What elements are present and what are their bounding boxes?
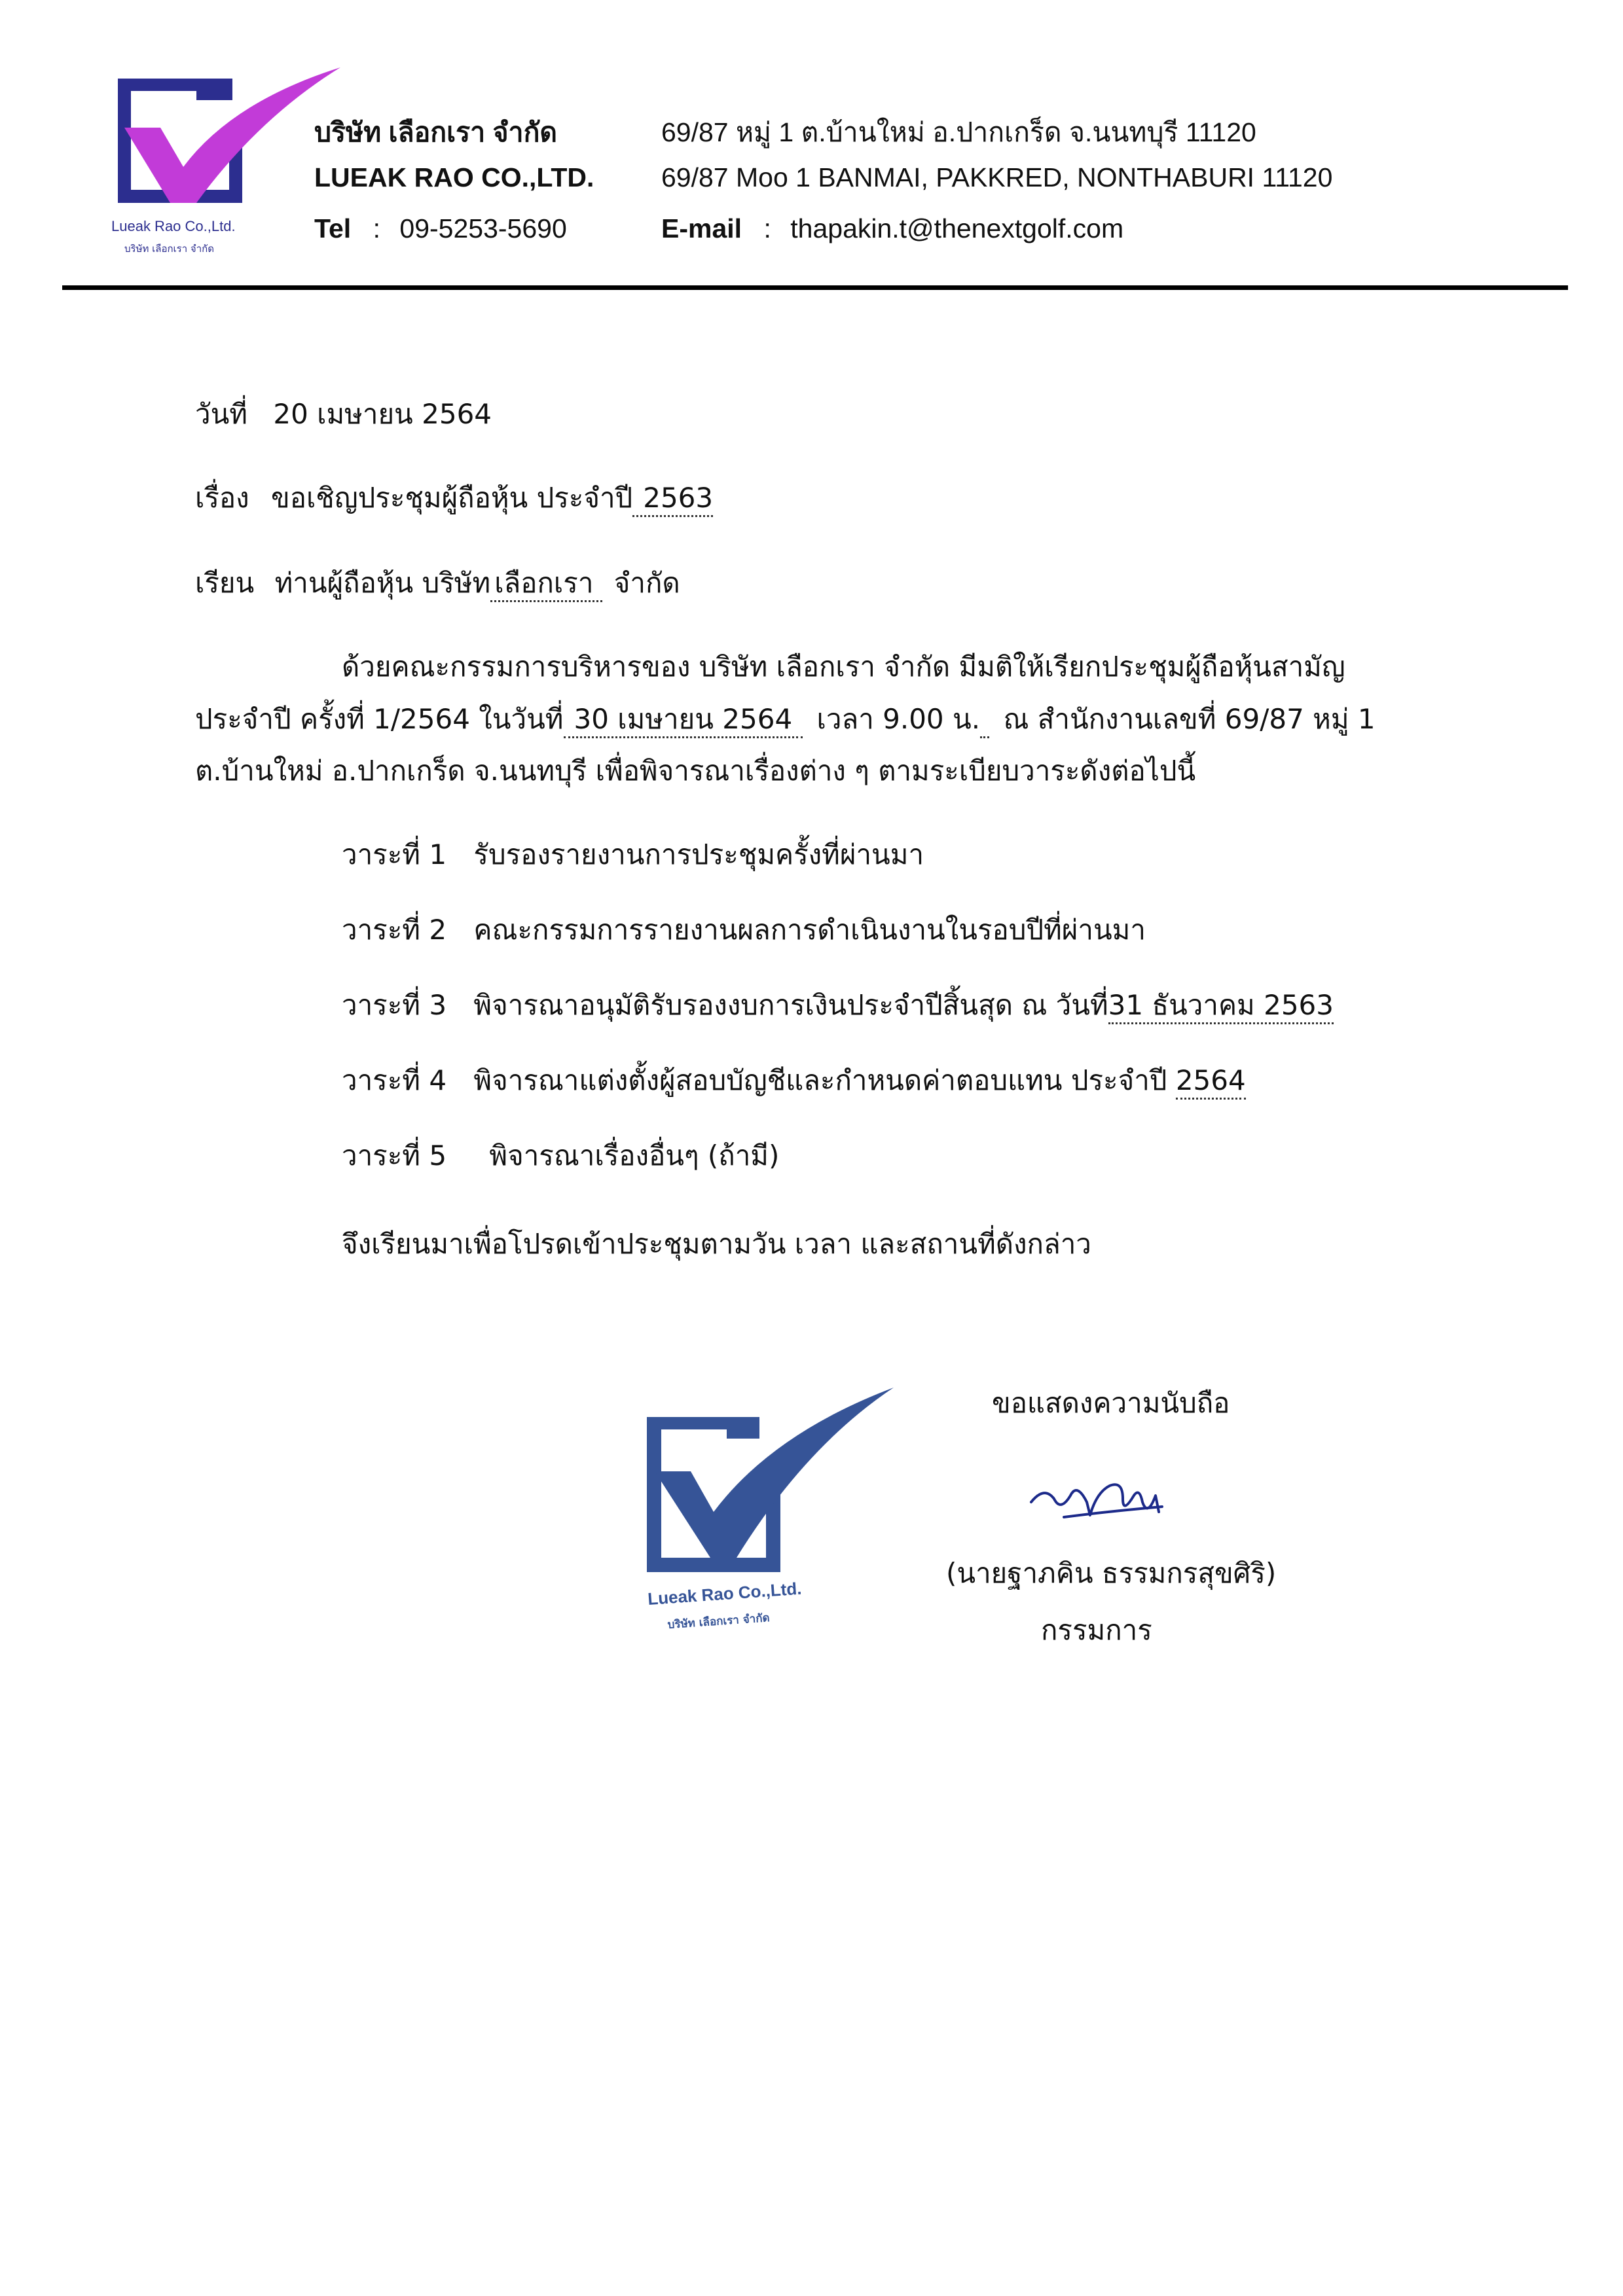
subject-line — [195, 484, 713, 512]
agenda-item — [342, 838, 924, 870]
para-line-1: ด้วยคณะกรรมการบริหารของ บริษัท เลือกเรา จำกัด มีมติให้เรียกประชุมผู้ถือหุ้นสามัญ — [342, 651, 1345, 683]
email-label: E-mail — [661, 213, 742, 243]
closing-request: จึงเรียนมาเพื่อโปรดเข้าประชุมตามวัน เวลา และสถานที่ดังกล่าว — [342, 1228, 1091, 1260]
para-line-3: ต.บ้านใหม่ อ.ปากเกร็ด จ.นนทบุรี เพื่อพิจารณาเรื่องต่าง ๆ ตามระเบียบวาระดังต่อไปนี้ — [195, 755, 1196, 787]
agenda-no: วาระที่ 1 — [342, 838, 447, 870]
email-line — [661, 213, 1123, 244]
date-label: วันที่ — [195, 398, 247, 430]
agenda-item — [342, 989, 1334, 1021]
to-value-a: ท่านผู้ถือหุ้น บริษัท — [274, 567, 491, 599]
stamp-text-th: บริษัท เลือกเรา จำกัด — [666, 1611, 771, 1632]
agenda-tail: 31 ธันวาคม 2563 — [1108, 989, 1334, 1024]
agenda-no: วาระที่ 3 — [342, 989, 447, 1021]
company-stamp — [629, 1361, 903, 1649]
para-line-2d: ณ สำนักงานเลขที่ 69/87 หมู่ 1 — [1003, 703, 1376, 735]
para-line-2 — [195, 703, 1376, 735]
agenda-no: วาระที่ 2 — [342, 914, 447, 946]
email-value[interactable]: thapakin.t@thenextgolf.com — [790, 213, 1124, 243]
company-name-th: บริษัท เลือกเรา จำกัด — [314, 117, 558, 147]
logo-text-th: บริษัท เลือกเรา จำกัด — [124, 243, 214, 255]
agenda-no: วาระที่ 4 — [342, 1064, 447, 1096]
agenda-no: วาระที่ 5 — [342, 1139, 447, 1172]
address-th: 69/87 หมู่ 1 ต.บ้านใหม่ อ.ปากเกร็ด จ.นนทบุรี 11120 — [661, 117, 1256, 147]
logo-text-en: Lueak Rao Co.,Ltd. — [111, 218, 236, 234]
tel-label: Tel — [314, 213, 352, 243]
to-value-c: จำกัด — [613, 567, 680, 599]
date-line — [195, 398, 492, 430]
email-sep: : — [763, 213, 771, 243]
agenda-item — [342, 1139, 780, 1172]
company-logo — [62, 62, 344, 291]
to-label: เรียน — [195, 567, 255, 599]
tel-sep: : — [373, 213, 381, 243]
stamp-text-en: Lueak Rao Co.,Ltd. — [647, 1578, 803, 1609]
agenda-text: คณะกรรมการรายงานผลการดำเนินงานในรอบปีที่ผ่านมา — [473, 914, 1146, 946]
tel-line — [314, 213, 567, 244]
address-en: 69/87 Moo 1 BANMAI, PAKKRED, NONTHABURI 11120 — [661, 162, 1333, 192]
signer-title: กรรมการ — [1041, 1614, 1152, 1646]
agenda-tail: 2564 — [1176, 1064, 1246, 1100]
agenda-text: พิจารณาเรื่องอื่นๆ (ถ้ามี) — [489, 1139, 780, 1172]
signer-name: (นายฐาภคิน ธรรมกรสุขศิริ) — [946, 1557, 1277, 1589]
agenda-text: พิจารณาแต่งตั้งผู้สอบบัญชีและกำหนดค่าตอบแทน ประจำปี — [473, 1064, 1167, 1096]
subject-year: 2563 — [632, 482, 713, 517]
subject-label: เรื่อง — [195, 482, 249, 514]
subject-value: ขอเชิญประชุมผู้ถือหุ้น ประจำปี — [271, 482, 633, 514]
agenda-text: พิจารณาอนุมัติรับรองงบการเงินประจำปีสิ้นสุด ณ วันที่ — [473, 989, 1108, 1021]
para-line-2a: ประจำปี ครั้งที่ 1/2564 ในวันที่ — [195, 703, 564, 735]
addressee-line — [195, 569, 680, 597]
signature — [1025, 1466, 1182, 1528]
header-rule — [62, 285, 1568, 290]
date-value: 20 เมษายน 2564 — [273, 398, 492, 430]
company-name-en: LUEAK RAO CO.,LTD. — [314, 162, 594, 192]
meeting-time: เวลา 9.00 น. — [816, 703, 981, 735]
agenda-item — [342, 916, 1146, 944]
agenda-text: รับรองรายงานการประชุมครั้งที่ผ่านมา — [473, 838, 924, 870]
meeting-date: 30 เมษายน 2564 — [564, 703, 803, 738]
tel-value: 09-5253-5690 — [399, 213, 567, 243]
regards: ขอแสดงความนับถือ — [992, 1387, 1230, 1419]
agenda-item — [342, 1064, 1246, 1096]
to-value-b: เลือกเรา — [490, 567, 602, 602]
